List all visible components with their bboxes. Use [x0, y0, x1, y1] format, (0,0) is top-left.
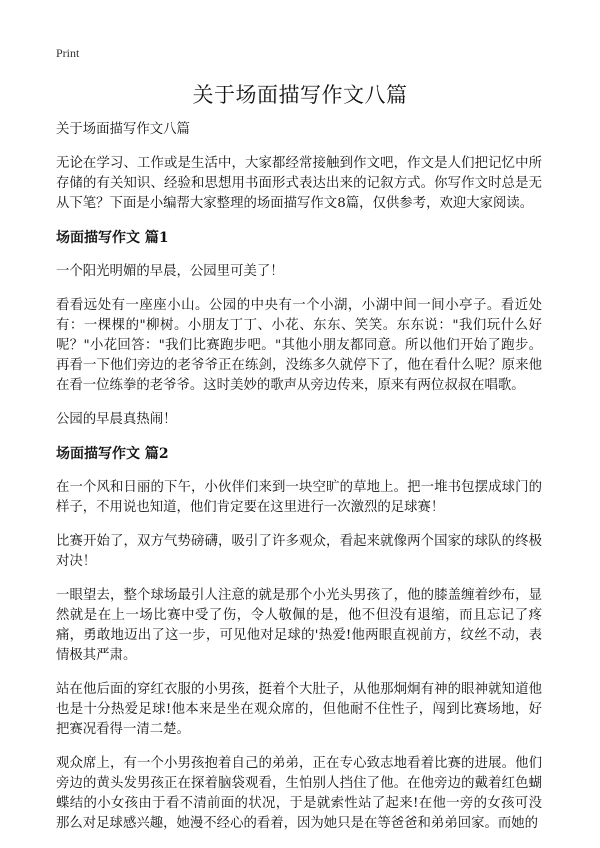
paragraph: 公园的早晨真热闹！ — [56, 412, 177, 427]
paragraph: 在一个风和日丽的下午，小伙伴们来到一块空旷的草地上。把一堆书包摆成球门的样子，不用说也知道，他们肯定要在这里进行一次激烈的足球赛！ — [56, 480, 542, 515]
paragraph: 观众席上，有一个小男孩抱着自己的弟弟，正在专心致志地看着比赛的进展。他们旁边的黄头发男孩正在探着脑袋观看，生怕别人挡住了他。在他旁边的戴着红色蝴蝶结的小女孩由于看不清前面的状况，于是就索性站了起来!在他一旁的女孩可没那么对足球感兴趣，她漫不经心的看着，因为她只是在等爸爸和弟弟回家。而她的 — [56, 756, 542, 831]
paragraph: 站在他后面的穿红衣服的小男孩，挺着个大肚子，从他那炯炯有神的眼神就知道他也是十分热爱足球!他本来是坐在观众席的，但他耐不住性子，闯到比赛场地，好把赛况看得一清二楚。 — [56, 682, 542, 737]
print-link[interactable]: Print — [56, 46, 80, 60]
paragraph: 比赛开始了，双方气势磅礴，吸引了许多观众，看起来就像两个国家的球队的终极对决！ — [56, 534, 542, 569]
paragraph: 看看远处有一座座小山。公园的中央有一个小湖，小湖中间一间小亭子。看近处有：一棵棵的"柳树。小朋友丁丁、小花、东东、笑笑。东东说："我们玩什么好呢？"小花回答："我们比赛跑步吧。"其他小朋友都同意。所以他们开始了跑步。再看一下他们旁边的老爷爷正在练剑，没练多久就停下了，他在看什么呢？原来他在看一位练拳的老爷爷。这时美妙的歌声从旁边传来，原来有两位叔叔在唱歌。 — [56, 298, 542, 393]
section-heading-1: 场面描写作文 篇1 — [56, 230, 169, 246]
section-heading-2: 场面描写作文 篇2 — [56, 446, 169, 462]
paragraph: 一个阳光明媚的早晨，公园里可美了！ — [56, 264, 284, 279]
page-title: 关于场面描写作文八篇 — [192, 83, 408, 107]
intro-title: 关于场面描写作文八篇 — [56, 122, 190, 137]
paragraph: 一眼望去，整个球场最引人注意的就是那个小光头男孩了，他的膝盖缠着纱布，显然就是在上一场比赛中受了伤，令人敬佩的是，他不但没有退缩，而且忘记了疼痛，勇敢地迈出了这一步，可见他对足球的'热爱!他两眼直视前方，纹丝不动，表情极其严肃。 — [56, 588, 542, 663]
intro-paragraph: 无论在学习、工作或是生活中，大家都经常接触到作文吧，作文是人们把记忆中所存储的有关知识、经验和思想用书面形式表达出来的记叙方式。你写作文时总是无从下笔？下面是小编帮大家整理的场面描写作文8篇，仅供参考，欢迎大家阅读。 — [56, 156, 542, 211]
article-body — [56, 120, 542, 848]
